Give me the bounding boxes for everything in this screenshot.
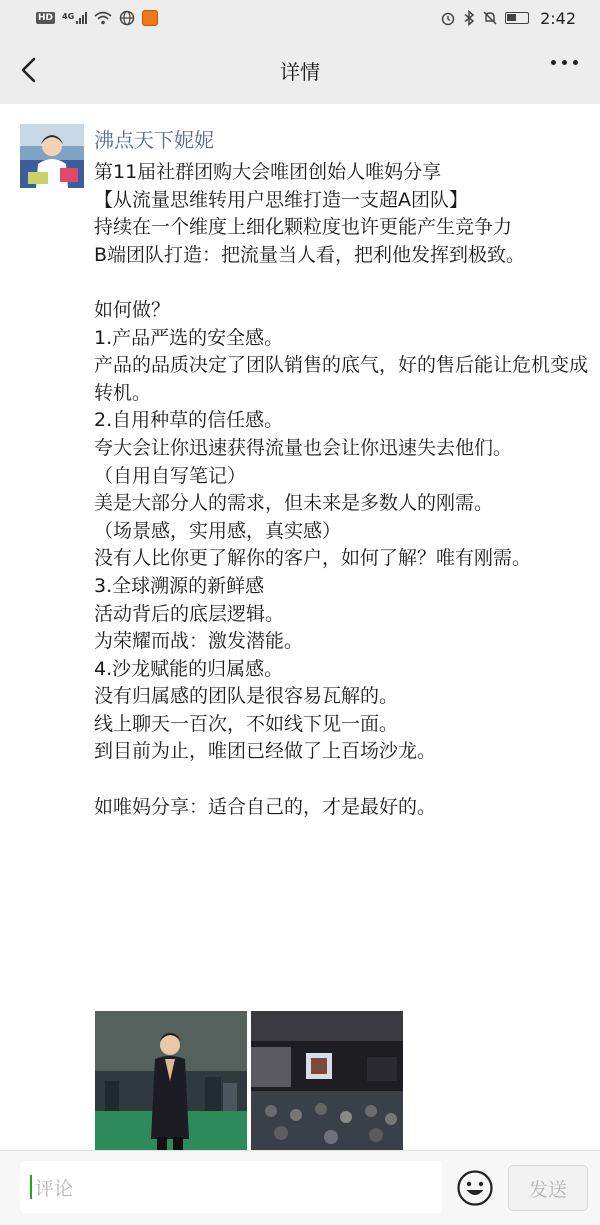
post-line: [94, 766, 590, 794]
wifi-icon: [94, 11, 112, 25]
network-label: 4G: [62, 12, 75, 21]
bluetooth-icon: [463, 10, 475, 26]
post-line: 到目前为止，唯团已经做了上百场沙龙。: [94, 740, 437, 763]
post-line: 为荣耀而战：激发潜能。: [94, 630, 304, 653]
post-line: 第11届社群团购大会唯团创始人唯妈分享: [94, 161, 442, 183]
post-line: 如何做？: [94, 298, 171, 321]
avatar[interactable]: [20, 124, 84, 188]
emoji-icon[interactable]: [456, 1169, 494, 1207]
post-line: 2.自用种草的信任感。: [94, 409, 284, 432]
post-line: 没有人比你更了解你的客户，如何了解？唯有刚需。: [94, 547, 532, 570]
post-line: 线上聊天一百次，不如线下见一面。: [94, 712, 399, 735]
post-content: [94, 159, 590, 821]
chevron-left-icon[interactable]: [14, 54, 46, 86]
post-line: B端团队打造：把流量当人看，把利他发挥到极致。: [94, 243, 526, 266]
status-right: [440, 9, 576, 28]
signal-icon: [62, 12, 87, 24]
post-line: （自用自写笔记）: [94, 464, 247, 487]
send-button[interactable]: 发送: [508, 1165, 588, 1211]
post-line: 4.沙龙赋能的归属感。: [94, 657, 284, 680]
globe-icon: [119, 10, 135, 26]
post-line: 美是大部分人的需求，但未来是多数人的刚需。: [94, 492, 494, 515]
post-line: 【从流量思维转用户思维打造一支超A团队】: [94, 188, 468, 211]
post-line: 如唯妈分享：适合自己的，才是最好的。: [94, 795, 437, 818]
author-name[interactable]: 沸点天下妮妮: [94, 128, 214, 152]
post-line: 产品的品质决定了团队销售的底气，好的售后能让危机变成转机。: [94, 354, 589, 404]
post-photo-1[interactable]: [95, 1011, 247, 1151]
post-photo-2[interactable]: [251, 1011, 403, 1151]
post-line: （场景感，实用感，真实感）: [94, 519, 342, 542]
post-line: 活动背后的底层逻辑。: [94, 602, 285, 625]
battery-icon: [505, 12, 529, 24]
comment-input[interactable]: [20, 1161, 442, 1213]
hd-icon: HD: [38, 13, 54, 23]
status-left: [36, 10, 158, 26]
status-bar: [0, 0, 600, 36]
comment-bar: [0, 1150, 600, 1225]
status-time: 2:42: [540, 8, 576, 28]
post-line: 1.产品严选的安全感。: [94, 326, 284, 349]
post-line: 没有归属感的团队是很容易瓦解的。: [94, 685, 399, 708]
app-notification-icon: [142, 10, 158, 26]
page-title: 详情: [280, 59, 320, 84]
post-line: 夸大会让你迅速获得流量也会让你迅速失去他们。: [94, 436, 513, 459]
mute-icon: [482, 10, 498, 26]
nav-bar: [0, 36, 600, 104]
comment-placeholder: 评论: [35, 1177, 74, 1200]
more-dots-icon[interactable]: [551, 60, 578, 65]
post-line: 持续在一个维度上细化颗粒度也许更能产生竞争力: [94, 216, 513, 239]
alarm-icon: [440, 10, 456, 26]
post-line: 3.全球溯源的新鲜感: [94, 574, 265, 597]
text-caret: [30, 1175, 32, 1199]
post-line: [94, 269, 590, 297]
